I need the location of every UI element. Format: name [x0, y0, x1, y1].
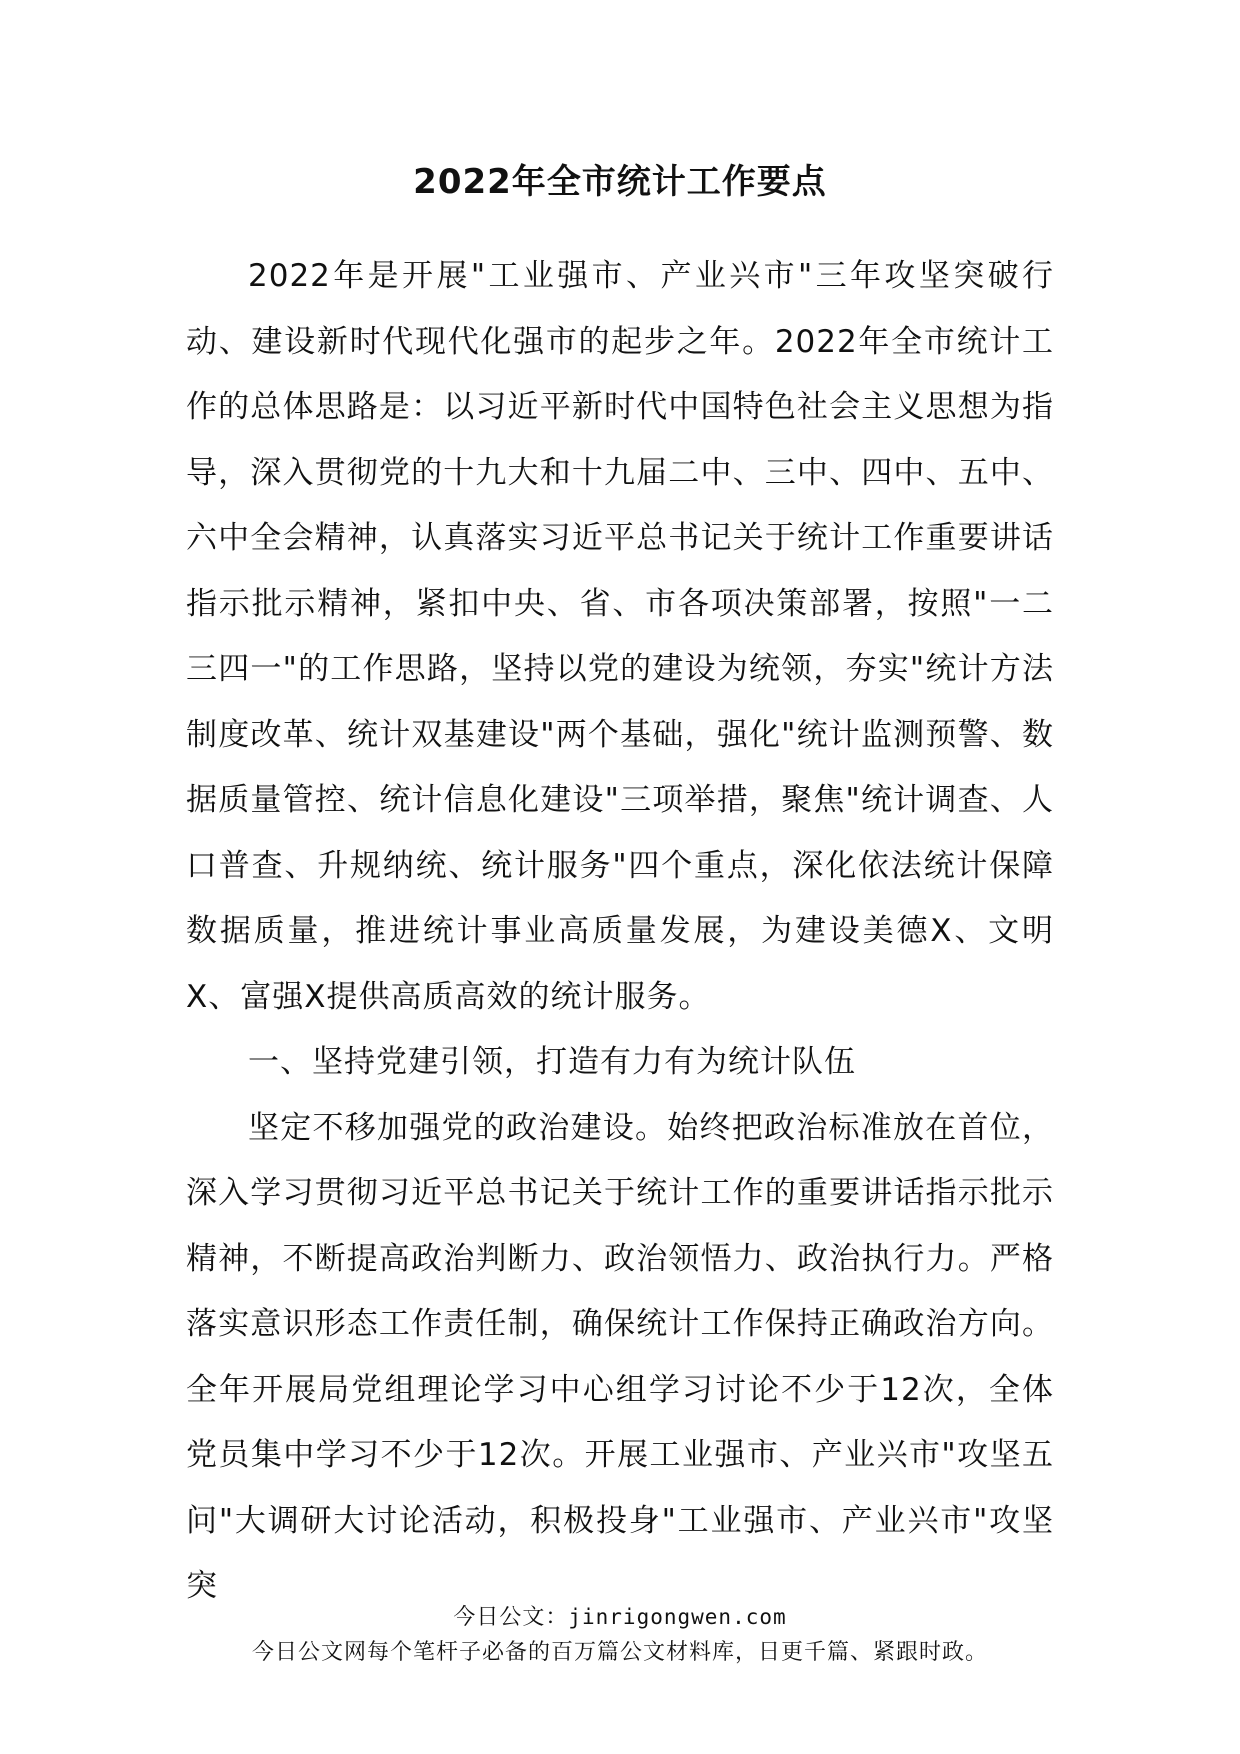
section-heading: 一、坚持党建引领，打造有力有为统计队伍 — [248, 1044, 856, 1080]
document-body — [186, 244, 1054, 1620]
footer — [0, 1600, 1240, 1671]
footer-url-link[interactable]: jinrigongwen.com — [568, 1605, 787, 1629]
footer-source-line — [0, 1600, 1240, 1635]
intro-paragraph: 2022年是开展"工业强市、产业兴市"三年攻坚突破行动、建设新时代现代化强市的起步之年。2022年全市统计工作的总体思路是：以习近平新时代中国特色社会主义思想为指导，深入贯彻党的十九大和十九届二中、三中、四中、五中、六中全会精神，认真落实习近平总书记关于统计工作重要讲话指示批示精神，紧扣中央、省、市各项决策部署，按照"一二三四一"的工作思路，坚持以党的建设为统领，夯实"统计方法制度改革、统计双基建设"两个基础，强化"统计监测预警、数据质量管控、统计信息化建设"三项举措，聚焦"统计调查、人口普查、升规纳统、统计服务"四个重点，深化依法统计保障数据质量，推进统计事业高质量发展，为建设美德X、文明X、富强X提供高质高效的统计服务。 — [186, 258, 1054, 1015]
section-paragraph: 坚定不移加强党的政治建设。始终把政治标准放在首位，深入学习贯彻习近平总书记关于统计工作的重要讲话指示批示精神，不断提高政治判断力、政治领悟力、政治执行力。严格落实意识形态工作责任制，确保统计工作保持正确政治方向。全年开展局党组理论学习中心组学习讨论不少于12次，全体党员集中学习不少于12次。开展工业强市、产业兴市"攻坚五问"大调研大讨论活动，积极投身"工业强市、产业兴市"攻坚突 — [186, 1109, 1054, 1604]
footer-label: 今日公文： — [453, 1605, 569, 1630]
document-title: 2022年全市统计工作要点 — [413, 162, 827, 202]
footer-slogan: 今日公文网每个笔杆子必备的百万篇公文材料库，日更千篇、紧跟时政。 — [251, 1640, 988, 1665]
